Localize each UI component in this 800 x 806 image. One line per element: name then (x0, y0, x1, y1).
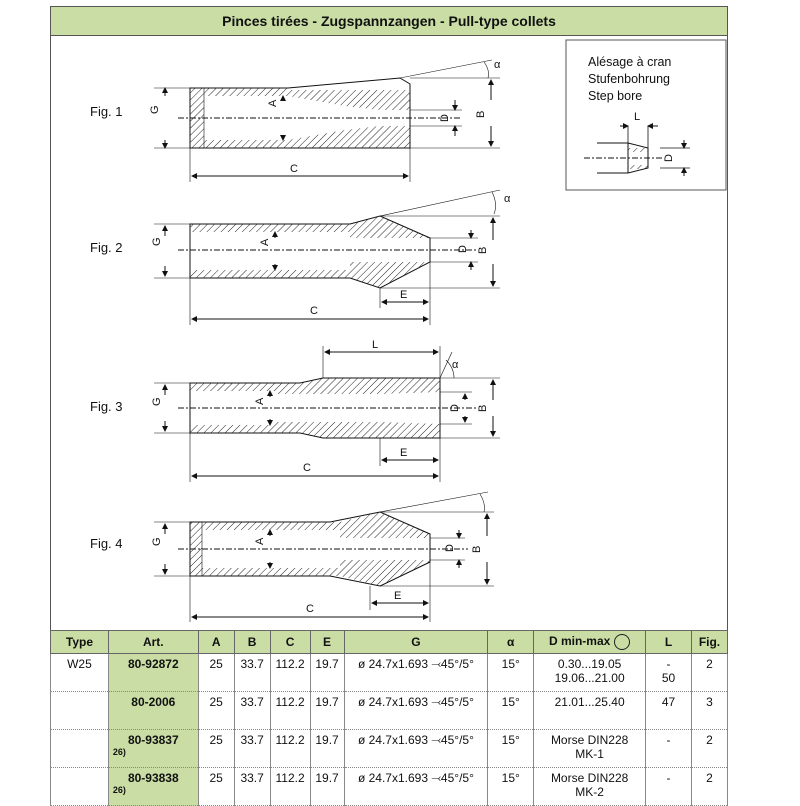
fig1-alpha-label: α (494, 59, 501, 71)
col-d: D min-max (534, 631, 646, 654)
figure-4-drawing (151, 492, 494, 622)
table-row: 80-93837 26) 25 33.7 112.2 19.7 ø 24.7x1.693 ⤙45°/5° 15° Morse DIN228 MK-1 - 2 (51, 730, 728, 768)
figure-2-drawing (151, 190, 511, 325)
fig4-a-label: A (254, 537, 266, 545)
fig4-e-label: E (394, 590, 402, 602)
spec-table (50, 630, 728, 806)
fig2-a-label: A (259, 238, 271, 246)
fig1-d-label: D (439, 114, 451, 122)
fig2-c-label: C (310, 305, 318, 317)
fig2-d-label: D (457, 245, 469, 253)
table-row: 80-93838 26) 25 33.7 112.2 19.7 ø 24.7x1.693 ⤙45°/5° 15° Morse DIN228 MK-2 - 2 (51, 768, 728, 806)
figure-1-label: Fig. 1 (90, 104, 123, 119)
fig3-l-label: L (372, 339, 379, 351)
fig1-b-label: B (475, 110, 487, 118)
table-row: 80-2006 25 33.7 112.2 19.7 ø 24.7x1.693 ⤙45°/5° 15° 21.01...25.40 47 3 (51, 692, 728, 730)
fig4-c-label: C (306, 603, 314, 615)
col-l: L (646, 631, 692, 654)
page-title: Pinces tirées - Zugspannzangen - Pull-type collets (50, 6, 728, 36)
col-fig: Fig. (691, 631, 727, 654)
step-bore-caption: Alésage à cran Stufenbohrung Step bore (588, 55, 672, 103)
col-b: B (234, 631, 270, 654)
figure-3-drawing (151, 339, 500, 482)
fig2-b-label: B (477, 246, 489, 254)
fig3-e-label: E (400, 447, 408, 459)
table-row: W25 80-92872 25 33.7 112.2 19.7 ø 24.7x1.693 ⤙45°/5° 15° 0.30...19.05 19.06...21.00 - 50 2 (51, 654, 728, 692)
table-header-row (51, 631, 728, 654)
fig3-d-label: D (449, 404, 461, 412)
fig3-g-label: G (151, 397, 163, 406)
col-alpha: α (488, 631, 534, 654)
fig1-a-label: A (267, 99, 279, 107)
figure-1-drawing (149, 59, 501, 182)
inset-l-label: L (634, 111, 641, 123)
figure-3-label: Fig. 3 (90, 399, 123, 414)
figure-2-label: Fig. 2 (90, 240, 123, 255)
figure-4-label: Fig. 4 (90, 536, 123, 551)
col-g: G (344, 631, 488, 654)
inset-d-label: D (663, 154, 675, 162)
col-a: A (198, 631, 234, 654)
fig1-g-label: G (149, 105, 161, 114)
fig3-a-label: A (254, 397, 266, 405)
col-art: Art. (108, 631, 198, 654)
fig4-d-label: D (444, 544, 456, 552)
fig1-c-label: C (290, 163, 298, 175)
fig2-g-label: G (151, 237, 163, 246)
fig4-b-label: B (471, 545, 483, 553)
col-e: E (310, 631, 344, 654)
circle-icon (614, 634, 630, 650)
fig3-alpha-label: α (452, 359, 459, 371)
fig2-e-label: E (400, 289, 408, 301)
col-type: Type (51, 631, 109, 654)
col-c: C (270, 631, 310, 654)
fig2-alpha-label: α (504, 193, 511, 205)
fig4-g-label: G (151, 537, 163, 546)
fig3-c-label: C (303, 462, 311, 474)
fig3-b-label: B (477, 404, 489, 412)
